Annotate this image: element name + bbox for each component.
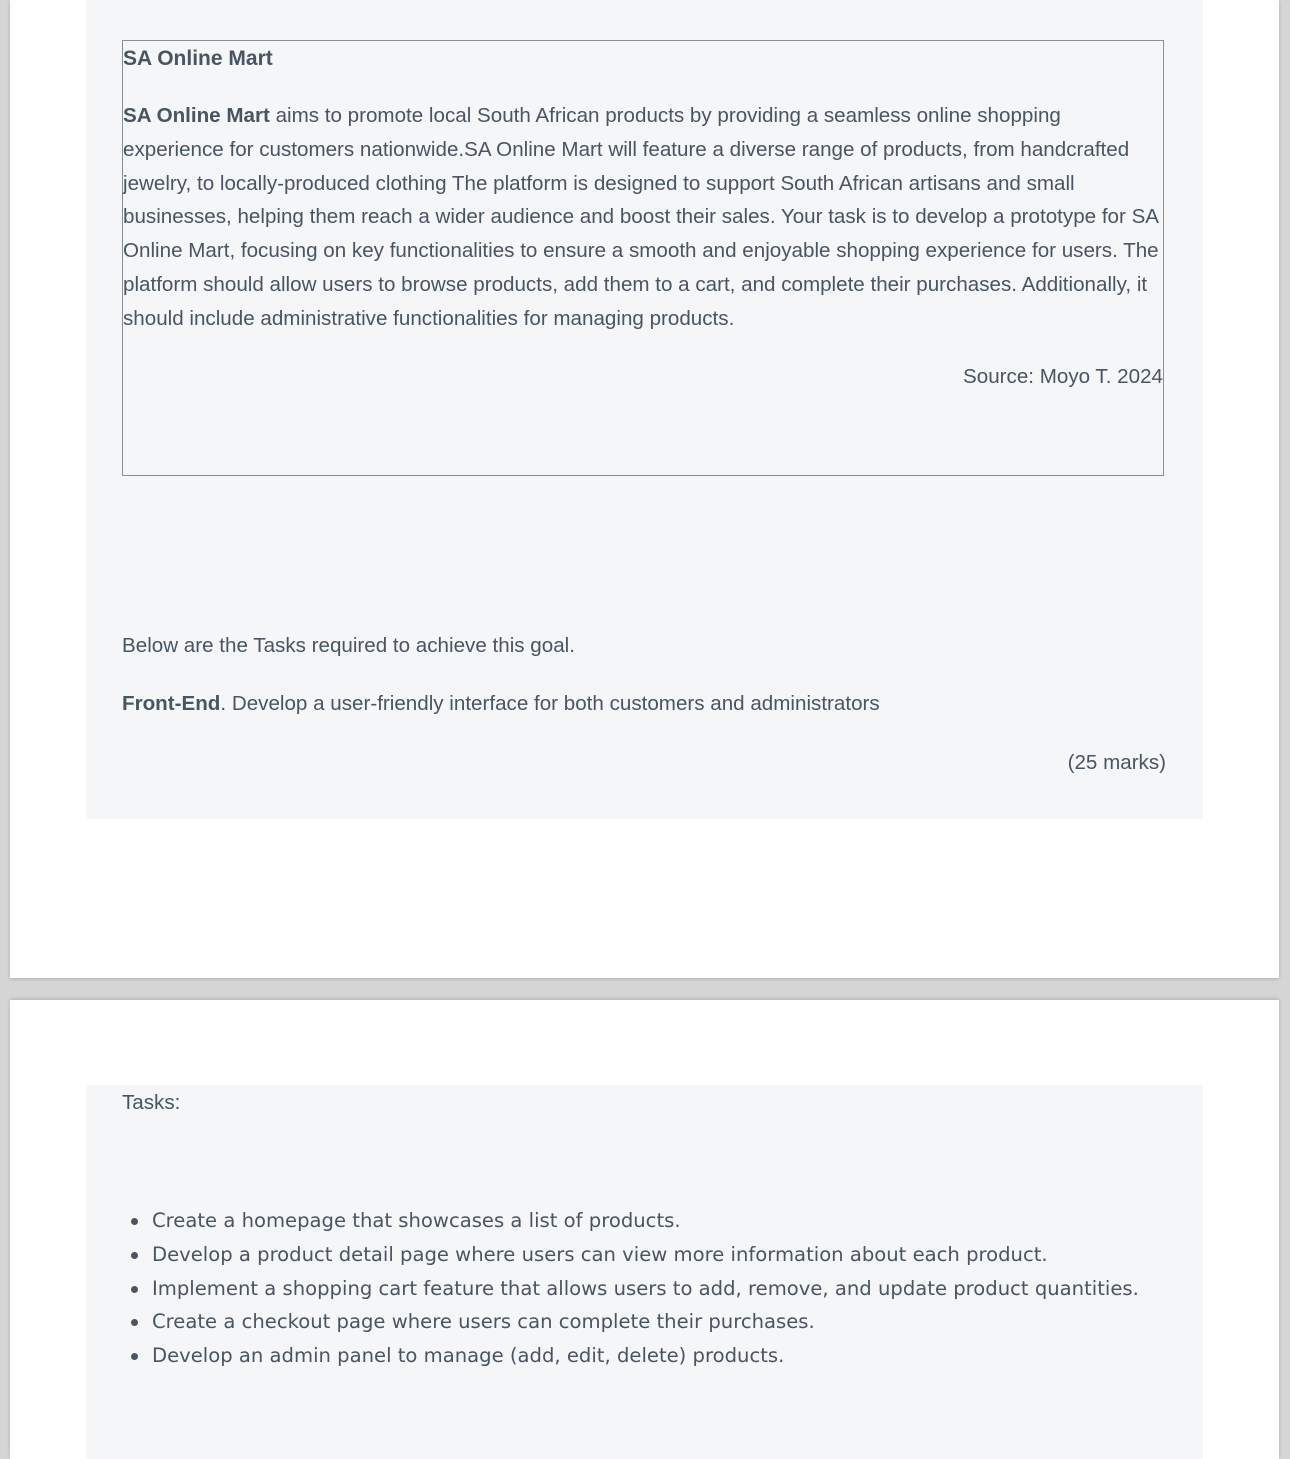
bullet-icon (131, 1353, 138, 1360)
bullet-icon (131, 1286, 138, 1293)
case-study-body-lead: SA Online Mart (123, 104, 270, 127)
list-item (122, 1339, 1142, 1373)
document-page-1 (10, 0, 1279, 978)
case-study-box (122, 40, 1164, 476)
list-item (122, 1238, 1142, 1272)
list-item (122, 1272, 1142, 1306)
case-study-body (123, 99, 1163, 336)
bullet-icon (131, 1252, 138, 1259)
list-item (122, 1305, 1142, 1339)
case-study-body-text: aims to promote local South African products by providing a seamless online shopping experience for customers nationwide.SA Online Mart will feature a diverse range of products, from handcrafted jewelry, to locally-produced clothing The platform is designed to support South African artisans and small businesses, helping them reach a wider audience and boost their sales. Your task is to develop a prototype for SA Online Mart, focusing on key functionalities to ensure a smooth and enjoyable shopping experience for users. The platform should allow users to browse products, add them to a cart, and complete their purchases. Additionally, it should include administrative functionalities for managing products. (123, 104, 1159, 330)
tasks-intro: Below are the Tasks required to achieve this goal. (122, 634, 575, 657)
document-page-2 (10, 1000, 1279, 1459)
front-end-description: . Develop a user-friendly interface for both customers and administrators (220, 692, 880, 715)
marks-allocation: (25 marks) (1067, 751, 1166, 774)
content-panel (86, 0, 1203, 819)
source-citation: Source: Moyo T. 2024 (963, 365, 1163, 388)
task-text: Create a homepage that showcases a list of products. (152, 1209, 681, 1232)
content-panel (86, 1085, 1203, 1459)
task-text: Implement a shopping cart feature that allows users to add, remove, and update product quantities. (152, 1276, 1139, 1300)
front-end-section (122, 692, 880, 716)
tasks-heading: Tasks: (122, 1091, 181, 1114)
task-list (122, 1204, 1142, 1373)
bullet-icon (131, 1218, 138, 1225)
case-study-title: SA Online Mart (123, 47, 273, 70)
front-end-label: Front-End (122, 692, 221, 715)
bullet-icon (131, 1319, 138, 1326)
list-item (122, 1204, 1142, 1238)
task-text: Develop an admin panel to manage (add, edit, delete) products. (152, 1344, 785, 1368)
task-text: Create a checkout page where users can complete their purchases. (152, 1310, 815, 1334)
task-text: Develop a product detail page where users can view more information about each product. (152, 1242, 1048, 1266)
